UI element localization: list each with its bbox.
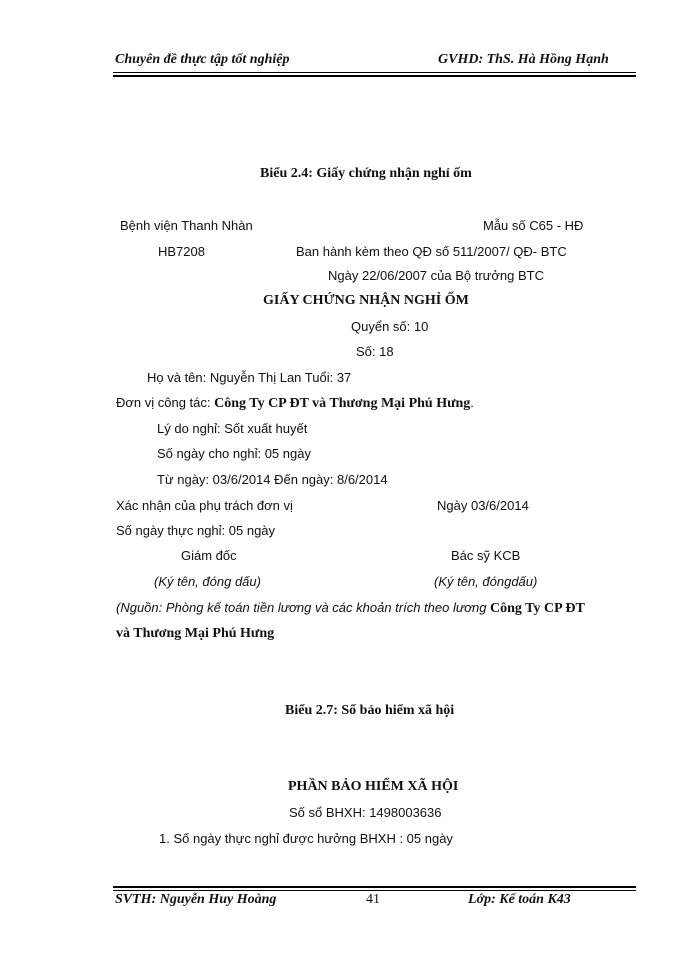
workplace-period: . [470, 395, 474, 410]
patient-name-age: Họ và tên: Nguyễn Thị Lan Tuổi: 37 [147, 370, 352, 385]
footer-rule [113, 890, 636, 891]
footer-class: Lớp: Kế toán K43 [468, 892, 571, 907]
header-left: Chuyên đề thực tập tốt nghiệp [115, 52, 290, 67]
document-title: GIẤY CHỨNG NHẬN NGHỈ ỐM [263, 293, 469, 308]
doctor-label: Bác sỹ KCB [451, 548, 521, 563]
footer-student: SVTH: Nguyễn Huy Hoàng [115, 892, 277, 907]
footer-rule-thick [113, 886, 636, 888]
form-number: Mẫu số C65 - HĐ [483, 218, 584, 233]
workplace-label: Đơn vị công tác: [116, 395, 215, 410]
workplace-line [116, 395, 474, 412]
leave-period: Từ ngày: 03/6/2014 Đến ngày: 8/6/2014 [157, 472, 388, 487]
workplace-value: Công Ty CP ĐT và Thương Mại Phú Hưng [214, 396, 471, 411]
bhxh-section-title: PHẦN BẢO HIỂM XÃ HỘI [288, 779, 459, 794]
header-right: GVHD: ThS. Hà Hồng Hạnh [438, 52, 609, 67]
source-company-1: Công Ty CP ĐT [490, 601, 585, 616]
hospital-name: Bệnh viện Thanh Nhàn [120, 218, 253, 233]
leave-days: Số ngày cho nghỉ: 05 ngày [157, 446, 311, 461]
director-signature-note: (Ký tên, đóng dấu) [154, 574, 261, 589]
bhxh-item-1: 1. Số ngày thực nghỉ được hưởng BHXH : 05 ngày [159, 831, 453, 846]
unit-confirmation: Xác nhận của phụ trách đơn vị [116, 498, 293, 513]
book-number: Quyển số: 10 [351, 319, 429, 334]
issued-by-line-1: Ban hành kèm theo QĐ số 511/2007/ QĐ- BTC [296, 244, 567, 259]
form2-title: Biểu 2.7: Sổ bảo hiểm xã hội [285, 703, 455, 718]
hb-code: HB7208 [158, 244, 205, 259]
source-note [116, 600, 585, 617]
confirmation-date: Ngày 03/6/2014 [437, 498, 529, 513]
certificate-number: Số: 18 [356, 344, 394, 359]
director-label: Giám đốc [181, 548, 237, 563]
source-italic: (Nguồn: Phòng kế toán tiền lương và các khoản trích theo lương [116, 600, 491, 615]
issued-by-line-2: Ngày 22/06/2007 của Bộ trưởng BTC [328, 268, 544, 283]
source-company-2: và Thương Mại Phú Hưng [116, 626, 275, 641]
bhxh-book-number: Số sổ BHXH: 1498003636 [289, 805, 442, 820]
leave-reason: Lý do nghỉ: Sốt xuất huyết [157, 421, 308, 436]
page-number: 41 [366, 892, 380, 907]
header-rule [113, 72, 636, 73]
doctor-signature-note: (Ký tên, đóngdấu) [434, 574, 538, 589]
actual-days-off: Số ngày thực nghỉ: 05 ngày [116, 523, 276, 538]
form1-title: Biểu 2.4: Giấy chứng nhận nghỉ ốm [260, 166, 472, 181]
header-rule-thick [113, 75, 636, 77]
